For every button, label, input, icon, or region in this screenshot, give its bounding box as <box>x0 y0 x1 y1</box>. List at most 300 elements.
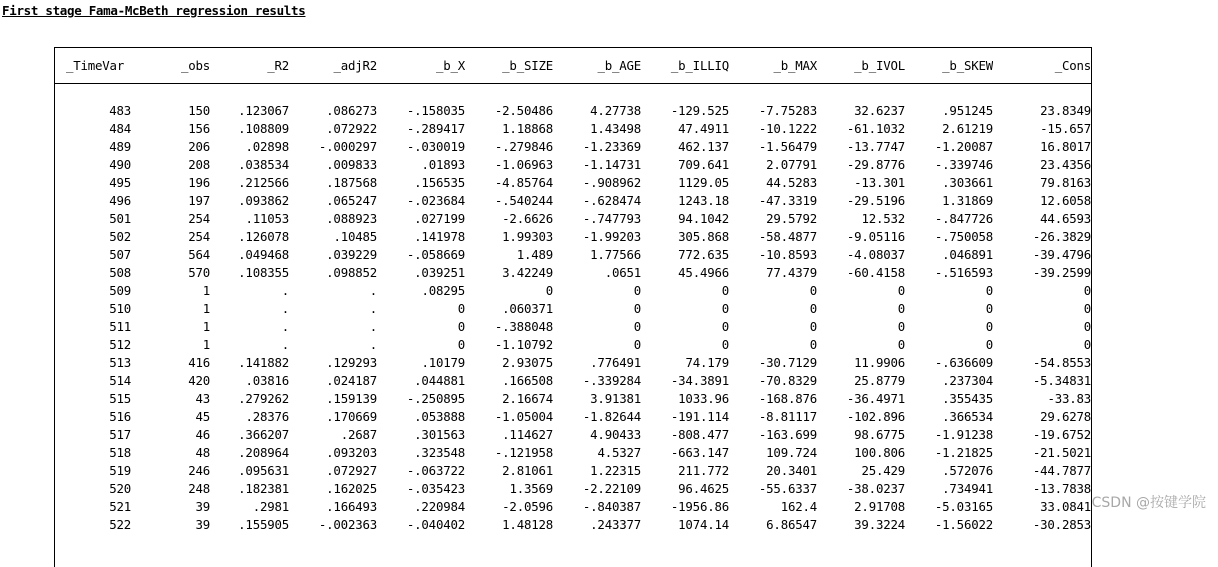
table-cell: 495 <box>109 175 131 190</box>
table-cell: -.023684 <box>406 193 465 208</box>
table-cell: 0 <box>1083 301 1091 316</box>
table-cell: 0 <box>633 301 641 316</box>
table-cell: -168.876 <box>758 391 817 406</box>
table-cell: .166508 <box>502 373 553 388</box>
table-cell: 1033.96 <box>678 391 729 406</box>
table-cell: .123067 <box>238 103 289 118</box>
table-cell: 208 <box>188 157 210 172</box>
column-header: _b_X <box>377 48 465 84</box>
table-cell: .093203 <box>326 445 377 460</box>
table-cell: -.000297 <box>318 139 377 154</box>
table-cell: -30.2853 <box>1032 517 1091 532</box>
table-cell: .323548 <box>414 445 465 460</box>
table-cell: .182381 <box>238 481 289 496</box>
table-cell: .10485 <box>333 229 377 244</box>
table-cell: -4.08037 <box>846 247 905 262</box>
table-cell: -58.4877 <box>758 229 817 244</box>
table-cell: 96.4625 <box>678 481 729 496</box>
table-cell: 516 <box>109 409 131 424</box>
column-header: _adjR2 <box>289 48 377 84</box>
table-cell: .129293 <box>326 355 377 370</box>
table-cell: .049468 <box>238 247 289 262</box>
table-cell: -2.50486 <box>494 103 553 118</box>
table-cell: -.121958 <box>494 445 553 460</box>
table-cell: 2.93075 <box>502 355 553 370</box>
table-cell: -26.3829 <box>1032 229 1091 244</box>
table-cell: 20.3401 <box>766 463 817 478</box>
table-cell: -8.81117 <box>758 409 817 424</box>
table-cell: 496 <box>109 193 131 208</box>
table-cell: .027199 <box>414 211 465 226</box>
table-cell: -.628474 <box>582 193 641 208</box>
table-cell: .038534 <box>238 157 289 172</box>
table-cell: 248 <box>188 481 210 496</box>
table-cell: 1.48128 <box>502 517 553 532</box>
table-cell: -15.657 <box>1040 121 1091 136</box>
table-cell: -7.75283 <box>758 103 817 118</box>
table-row <box>55 372 1091 390</box>
table-cell: -1.91238 <box>934 427 993 442</box>
table-cell: 1 <box>202 301 210 316</box>
table-cell: .162025 <box>326 481 377 496</box>
table-cell: -29.5196 <box>846 193 905 208</box>
table-cell: 47.4911 <box>678 121 729 136</box>
table-cell: -1.10792 <box>494 337 553 352</box>
table-row <box>55 480 1091 498</box>
table-cell: 1.43498 <box>590 121 641 136</box>
table-cell: 514 <box>109 373 131 388</box>
table-cell: 484 <box>109 121 131 136</box>
table-cell: -.516593 <box>934 265 993 280</box>
table-cell: 1 <box>202 319 210 334</box>
table-cell: -1.56022 <box>934 517 993 532</box>
table-row <box>55 102 1091 120</box>
table-cell: .734941 <box>942 481 993 496</box>
table-row <box>55 120 1091 138</box>
table-cell: 0 <box>897 301 905 316</box>
table-cell: 0 <box>633 337 641 352</box>
table-cell: .237304 <box>942 373 993 388</box>
results-table-frame <box>54 47 1092 567</box>
table-cell: -1.99203 <box>582 229 641 244</box>
table-row <box>55 516 1091 534</box>
table-cell: .159139 <box>326 391 377 406</box>
results-table <box>55 48 1091 534</box>
table-cell: 0 <box>809 337 817 352</box>
watermark: CSDN @按键学院 <box>1091 495 1206 511</box>
table-cell: 44.5283 <box>766 175 817 190</box>
table-cell: 483 <box>109 103 131 118</box>
table-cell: -39.2599 <box>1032 265 1091 280</box>
table-cell: .108809 <box>238 121 289 136</box>
table-cell: 0 <box>985 301 993 316</box>
table-cell: -.289417 <box>406 121 465 136</box>
table-cell: .141978 <box>414 229 465 244</box>
table-cell: 197 <box>188 193 210 208</box>
table-cell: 1.3569 <box>509 481 553 496</box>
table-cell: 2.07791 <box>766 157 817 172</box>
table-cell: 211.772 <box>678 463 729 478</box>
column-header: _b_SKEW <box>905 48 993 84</box>
table-cell: 1 <box>202 283 210 298</box>
table-cell: -.636609 <box>934 355 993 370</box>
table-row <box>55 462 1091 480</box>
table-cell: -54.8553 <box>1032 355 1091 370</box>
table-cell: 23.8349 <box>1040 103 1091 118</box>
table-cell: 79.8163 <box>1040 175 1091 190</box>
table-cell: .114627 <box>502 427 553 442</box>
table-cell: .366534 <box>942 409 993 424</box>
table-cell: -.002363 <box>318 517 377 532</box>
table-row <box>55 246 1091 264</box>
table-cell: . <box>281 337 289 352</box>
table-spacer-row <box>55 84 1091 103</box>
table-cell: .044881 <box>414 373 465 388</box>
table-cell: 1243.18 <box>678 193 729 208</box>
table-cell: .088923 <box>326 211 377 226</box>
table-cell: -13.7838 <box>1032 481 1091 496</box>
table-cell: 305.868 <box>678 229 729 244</box>
table-cell: -163.699 <box>758 427 817 442</box>
table-cell: 0 <box>633 319 641 334</box>
table-cell: -808.477 <box>670 427 729 442</box>
table-cell: .166493 <box>326 499 377 514</box>
table-cell: -.388048 <box>494 319 553 334</box>
table-row <box>55 264 1091 282</box>
table-cell: -.058669 <box>406 247 465 262</box>
table-cell: 517 <box>109 427 131 442</box>
table-cell: .243377 <box>590 517 641 532</box>
table-cell: -61.1032 <box>846 121 905 136</box>
table-cell: 0 <box>721 337 729 352</box>
table-cell: 162.4 <box>780 499 817 514</box>
table-cell: 509 <box>109 283 131 298</box>
table-cell: 206 <box>188 139 210 154</box>
table-cell: 3.91381 <box>590 391 641 406</box>
table-cell: .0651 <box>604 265 641 280</box>
table-cell: .060371 <box>502 301 553 316</box>
table-cell: 2.81061 <box>502 463 553 478</box>
table-cell: 0 <box>897 337 905 352</box>
table-cell: -.750058 <box>934 229 993 244</box>
table-cell: -55.6337 <box>758 481 817 496</box>
table-cell: 416 <box>188 355 210 370</box>
table-cell: 156 <box>188 121 210 136</box>
table-cell: 0 <box>545 283 553 298</box>
table-cell: 0 <box>985 337 993 352</box>
table-cell: .208964 <box>238 445 289 460</box>
table-spacer-cell <box>55 84 1091 103</box>
table-cell: -.279846 <box>494 139 553 154</box>
table-cell: 489 <box>109 139 131 154</box>
table-cell: .039251 <box>414 265 465 280</box>
table-cell: 23.4356 <box>1040 157 1091 172</box>
table-cell: -1956.86 <box>670 499 729 514</box>
table-cell: 4.90433 <box>590 427 641 442</box>
table-cell: -.908962 <box>582 175 641 190</box>
table-cell: -663.147 <box>670 445 729 460</box>
table-cell: . <box>369 319 377 334</box>
table-cell: 1 <box>202 337 210 352</box>
table-cell: .126078 <box>238 229 289 244</box>
table-cell: -10.8593 <box>758 247 817 262</box>
table-cell: . <box>281 319 289 334</box>
table-cell: .951245 <box>942 103 993 118</box>
table-cell: .01893 <box>421 157 465 172</box>
column-header: _b_ILLIQ <box>641 48 729 84</box>
table-cell: .141882 <box>238 355 289 370</box>
table-cell: . <box>281 301 289 316</box>
table-cell: . <box>369 337 377 352</box>
table-cell: .098852 <box>326 265 377 280</box>
table-cell: 0 <box>985 283 993 298</box>
table-cell: -.040402 <box>406 517 465 532</box>
table-cell: .009833 <box>326 157 377 172</box>
table-cell: .2687 <box>340 427 377 442</box>
table-cell: -.540244 <box>494 193 553 208</box>
table-cell: -19.6752 <box>1032 427 1091 442</box>
table-cell: 0 <box>1083 283 1091 298</box>
table-cell: -29.8776 <box>846 157 905 172</box>
table-cell: 11.9906 <box>854 355 905 370</box>
table-cell: -1.82644 <box>582 409 641 424</box>
table-cell: .039229 <box>326 247 377 262</box>
table-cell: 39.3224 <box>854 517 905 532</box>
table-cell: 109.724 <box>766 445 817 460</box>
table-cell: .212566 <box>238 175 289 190</box>
table-cell: .03816 <box>245 373 289 388</box>
table-cell: .220984 <box>414 499 465 514</box>
table-cell: -129.525 <box>670 103 729 118</box>
table-cell: 522 <box>109 517 131 532</box>
table-cell: -21.5021 <box>1032 445 1091 460</box>
table-cell: 570 <box>188 265 210 280</box>
table-cell: .170669 <box>326 409 377 424</box>
table-cell: -1.06963 <box>494 157 553 172</box>
table-cell: 77.4379 <box>766 265 817 280</box>
table-cell: -2.0596 <box>502 499 553 514</box>
table-cell: 1.77566 <box>590 247 641 262</box>
table-cell: .08295 <box>421 283 465 298</box>
table-row <box>55 426 1091 444</box>
table-cell: 0 <box>809 301 817 316</box>
table-cell: -1.20087 <box>934 139 993 154</box>
table-cell: .02898 <box>245 139 289 154</box>
table-cell: 519 <box>109 463 131 478</box>
table-cell: -44.7877 <box>1032 463 1091 478</box>
table-cell: .2981 <box>252 499 289 514</box>
table-cell: 709.641 <box>678 157 729 172</box>
table-cell: 462.137 <box>678 139 729 154</box>
table-cell: 1.22315 <box>590 463 641 478</box>
table-row <box>55 354 1091 372</box>
table-cell: 511 <box>109 319 131 334</box>
table-cell: 0 <box>897 283 905 298</box>
table-cell: -.035423 <box>406 481 465 496</box>
table-cell: 1.31869 <box>942 193 993 208</box>
table-cell: 246 <box>188 463 210 478</box>
table-cell: .024187 <box>326 373 377 388</box>
table-cell: 521 <box>109 499 131 514</box>
table-cell: -.030019 <box>406 139 465 154</box>
table-cell: 46 <box>195 427 210 442</box>
table-cell: 0 <box>809 319 817 334</box>
column-header: _TimeVar <box>55 48 131 84</box>
table-cell: 29.5792 <box>766 211 817 226</box>
table-cell: 196 <box>188 175 210 190</box>
table-cell: .086273 <box>326 103 377 118</box>
table-cell: 2.61219 <box>942 121 993 136</box>
table-cell: 0 <box>721 319 729 334</box>
table-row <box>55 300 1091 318</box>
table-cell: 25.429 <box>861 463 905 478</box>
table-cell: .28376 <box>245 409 289 424</box>
table-cell: 501 <box>109 211 131 226</box>
table-cell: 4.27738 <box>590 103 641 118</box>
table-cell: 564 <box>188 247 210 262</box>
page-title: First stage Fama-McBeth regression results <box>2 3 306 18</box>
table-cell: 1074.14 <box>678 517 729 532</box>
table-cell: . <box>369 283 377 298</box>
table-row <box>55 498 1091 516</box>
table-cell: .155905 <box>238 517 289 532</box>
table-cell: -36.4971 <box>846 391 905 406</box>
table-row <box>55 444 1091 462</box>
table-row <box>55 408 1091 426</box>
table-cell: 2.91708 <box>854 499 905 514</box>
table-cell: -2.22109 <box>582 481 641 496</box>
table-cell: .072922 <box>326 121 377 136</box>
table-cell: 25.8779 <box>854 373 905 388</box>
table-cell: .355435 <box>942 391 993 406</box>
table-cell: -5.03165 <box>934 499 993 514</box>
table-row <box>55 390 1091 408</box>
table-cell: 507 <box>109 247 131 262</box>
table-cell: 6.86547 <box>766 517 817 532</box>
table-cell: -39.4796 <box>1032 247 1091 262</box>
table-cell: 94.1042 <box>678 211 729 226</box>
table-cell: -.840387 <box>582 499 641 514</box>
table-cell: 513 <box>109 355 131 370</box>
table-row <box>55 318 1091 336</box>
table-cell: -.250895 <box>406 391 465 406</box>
table-cell: 512 <box>109 337 131 352</box>
table-body <box>55 84 1091 535</box>
table-cell: 1.18868 <box>502 121 553 136</box>
table-cell: -33.83 <box>1047 391 1091 406</box>
table-cell: -70.8329 <box>758 373 817 388</box>
table-cell: -5.34831 <box>1032 373 1091 388</box>
table-row <box>55 156 1091 174</box>
table-cell: 43 <box>195 391 210 406</box>
table-cell: .053888 <box>414 409 465 424</box>
column-header: _Cons <box>993 48 1091 84</box>
table-cell: 0 <box>721 301 729 316</box>
table-cell: 4.5327 <box>597 445 641 460</box>
table-cell: .303661 <box>942 175 993 190</box>
table-cell: .093862 <box>238 193 289 208</box>
table-cell: 0 <box>633 283 641 298</box>
table-row <box>55 192 1091 210</box>
column-header: _obs <box>131 48 210 84</box>
table-cell: -.063722 <box>406 463 465 478</box>
table-cell: .187568 <box>326 175 377 190</box>
table-cell: 29.6278 <box>1040 409 1091 424</box>
table-cell: 16.8017 <box>1040 139 1091 154</box>
table-cell: .108355 <box>238 265 289 280</box>
table-row <box>55 336 1091 354</box>
table-cell: -13.7747 <box>846 139 905 154</box>
table-cell: .776491 <box>590 355 641 370</box>
table-cell: 508 <box>109 265 131 280</box>
table-cell: -1.23369 <box>582 139 641 154</box>
table-cell: -30.7129 <box>758 355 817 370</box>
table-cell: -60.4158 <box>846 265 905 280</box>
table-cell: 32.6237 <box>854 103 905 118</box>
table-cell: 150 <box>188 103 210 118</box>
table-cell: -34.3891 <box>670 373 729 388</box>
table-cell: 254 <box>188 211 210 226</box>
table-cell: . <box>281 283 289 298</box>
table-cell: .366207 <box>238 427 289 442</box>
table-cell: 420 <box>188 373 210 388</box>
table-cell: 33.0841 <box>1040 499 1091 514</box>
table-cell: -1.56479 <box>758 139 817 154</box>
table-cell: 44.6593 <box>1040 211 1091 226</box>
table-header-row <box>55 48 1091 84</box>
table-cell: 12.6058 <box>1040 193 1091 208</box>
table-cell: 98.6775 <box>854 427 905 442</box>
table-cell: 520 <box>109 481 131 496</box>
table-cell: .11053 <box>245 211 289 226</box>
table-cell: 12.532 <box>861 211 905 226</box>
table-cell: 0 <box>809 283 817 298</box>
table-cell: -1.21825 <box>934 445 993 460</box>
table-cell: -102.896 <box>846 409 905 424</box>
column-header: _b_MAX <box>729 48 817 84</box>
table-cell: 254 <box>188 229 210 244</box>
table-cell: -2.6626 <box>502 211 553 226</box>
table-cell: 48 <box>195 445 210 460</box>
table-cell: -.339746 <box>934 157 993 172</box>
column-header: _b_SIZE <box>465 48 553 84</box>
table-cell: 0 <box>1083 337 1091 352</box>
table-cell: -.339284 <box>582 373 641 388</box>
table-cell: -13.301 <box>854 175 905 190</box>
table-row <box>55 282 1091 300</box>
table-cell: 0 <box>457 301 465 316</box>
table-cell: 0 <box>457 337 465 352</box>
table-cell: -191.114 <box>670 409 729 424</box>
table-cell: 0 <box>985 319 993 334</box>
table-cell: 3.42249 <box>502 265 553 280</box>
table-cell: 0 <box>721 283 729 298</box>
table-cell: 502 <box>109 229 131 244</box>
table-cell: . <box>369 301 377 316</box>
table-cell: .279262 <box>238 391 289 406</box>
table-cell: -.847726 <box>934 211 993 226</box>
table-cell: .065247 <box>326 193 377 208</box>
table-cell: 490 <box>109 157 131 172</box>
table-cell: -.158035 <box>406 103 465 118</box>
table-cell: 510 <box>109 301 131 316</box>
table-cell: -47.3319 <box>758 193 817 208</box>
table-cell: .10179 <box>421 355 465 370</box>
column-header: _b_AGE <box>553 48 641 84</box>
column-header: _b_IVOL <box>817 48 905 84</box>
table-cell: -38.0237 <box>846 481 905 496</box>
table-cell: 0 <box>1083 319 1091 334</box>
